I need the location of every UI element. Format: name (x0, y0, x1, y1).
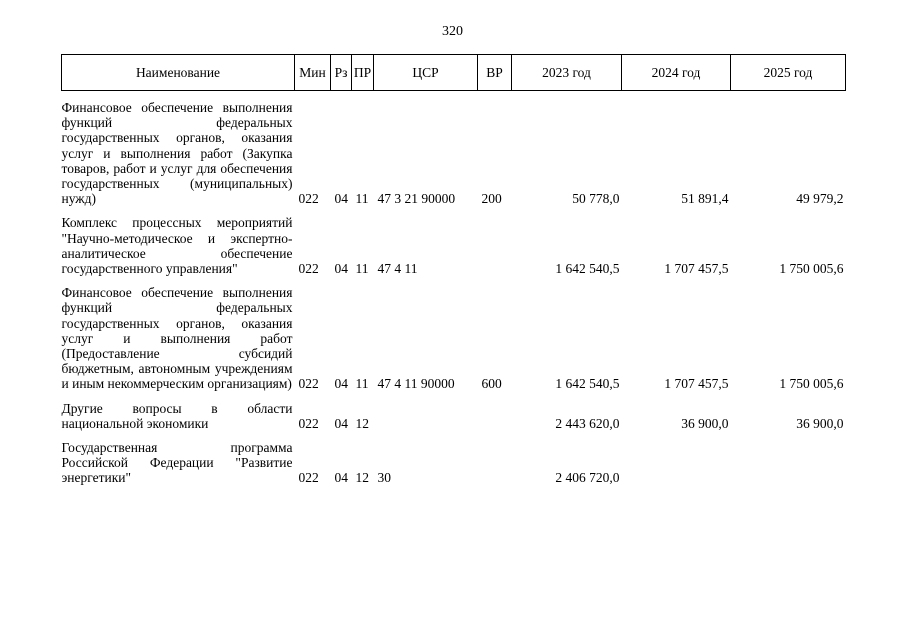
header-2024: 2024 год (622, 55, 731, 91)
row-min: 022 (298, 191, 319, 207)
table-row (62, 215, 846, 276)
row-vr: 200 (481, 191, 502, 207)
row-vr (478, 440, 512, 486)
table-row (62, 100, 846, 206)
header-min: Мин (295, 55, 331, 91)
header-2023: 2023 год (512, 55, 622, 91)
row-2023: 2 443 620,0 (555, 415, 620, 431)
row-2023: 2 406 720,0 (555, 470, 620, 486)
row-csr: 47 3 21 90000 (377, 191, 456, 207)
row-2025: 49 979,2 (796, 191, 844, 207)
row-pr: 11 (355, 261, 369, 277)
row-rz: 04 (334, 261, 348, 277)
header-vr: ВР (478, 55, 512, 91)
header-csr: ЦСР (374, 55, 478, 91)
header-rz: Рз (331, 55, 352, 91)
row-pr: 12 (355, 470, 369, 486)
row-2025 (731, 440, 846, 486)
row-min: 022 (298, 376, 319, 392)
row-2024: 1 707 457,5 (664, 261, 729, 277)
budget-table (61, 54, 846, 486)
row-rz: 04 (334, 376, 348, 392)
row-2024: 36 900,0 (681, 415, 729, 431)
row-rz: 04 (334, 470, 348, 486)
row-csr: 47 4 11 90000 (377, 376, 455, 392)
row-2025: 1 750 005,6 (779, 376, 844, 392)
row-csr (374, 401, 478, 431)
row-name: Финансовое обеспечение выполнения функций федеральных государственных органов, оказания услуг и выполнения работ (Предоставление субсидий бюджетным, автономным учреждениям и иным некоммерческим организациям) (61, 285, 293, 392)
table-row (62, 401, 846, 431)
row-rz: 04 (334, 415, 348, 431)
header-2025: 2025 год (731, 55, 846, 91)
row-pr: 11 (355, 191, 369, 207)
row-name: Финансовое обеспечение выполнения функций федеральных государственных органов, оказания услуг и выполнения работ (Закупка товаров, работ и услуг для обеспечения государственных (муниципальных) нужд) (61, 100, 293, 207)
row-2024: 1 707 457,5 (664, 376, 729, 392)
row-2023: 50 778,0 (572, 191, 620, 207)
table-row (62, 285, 846, 391)
header-pr: ПР (352, 55, 374, 91)
table-row (62, 440, 846, 486)
row-vr: 600 (481, 376, 502, 392)
table-header-row (62, 55, 846, 91)
row-csr: 30 (377, 470, 391, 486)
page-number: 320 (442, 24, 463, 39)
row-2024 (622, 440, 731, 486)
header-name: Наименование (62, 55, 295, 91)
row-2023: 1 642 540,5 (555, 376, 620, 392)
row-2024: 51 891,4 (681, 191, 729, 207)
row-min: 022 (298, 261, 319, 277)
row-2025: 1 750 005,6 (779, 261, 844, 277)
row-2025: 36 900,0 (796, 415, 844, 431)
row-csr: 47 4 11 (377, 261, 418, 277)
row-vr (478, 215, 512, 276)
row-rz: 04 (334, 191, 348, 207)
row-min: 022 (298, 415, 319, 431)
row-name: Государственная программа Российской Федерации "Развитие энергетики" (61, 440, 293, 486)
row-vr (478, 401, 512, 431)
row-pr: 12 (355, 415, 369, 431)
row-pr: 11 (355, 376, 369, 392)
row-2023: 1 642 540,5 (555, 261, 620, 277)
row-name: Другие вопросы в области национальной экономики (61, 400, 293, 431)
row-name: Комплекс процессных мероприятий "Научно-методическое и экспертно-аналитическое обеспечение государственного управления" (61, 215, 293, 277)
row-min: 022 (298, 470, 319, 486)
